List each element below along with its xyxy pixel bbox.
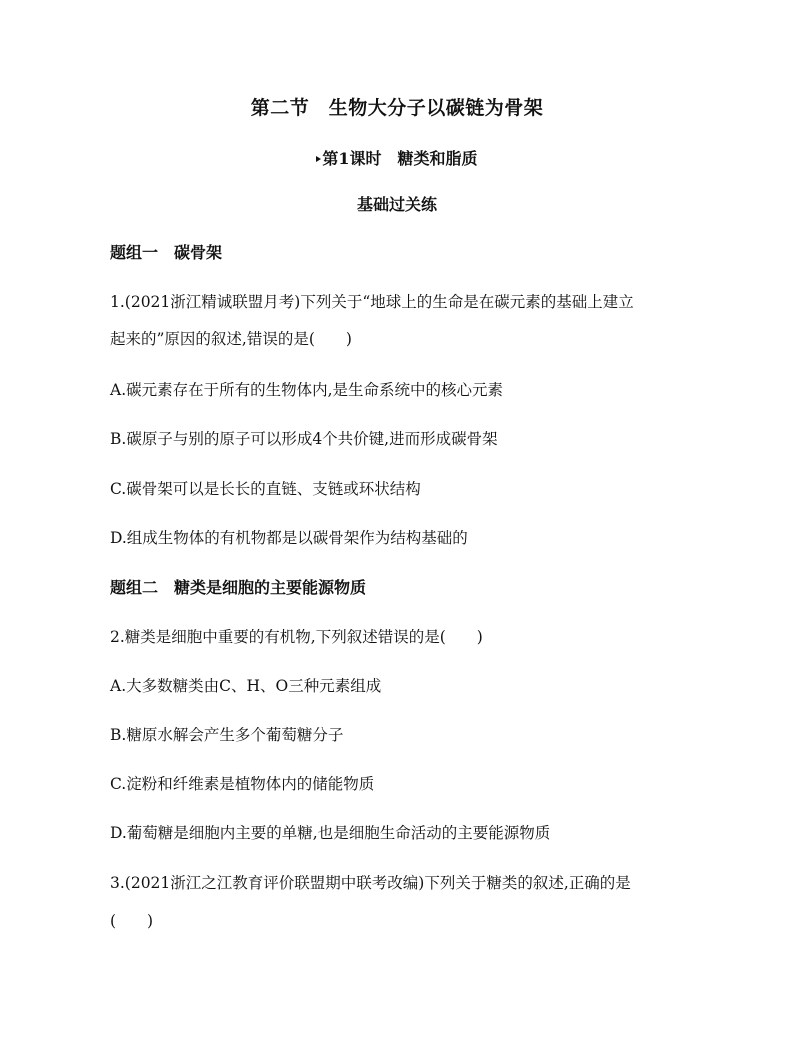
question-stem-line: ( ) bbox=[110, 912, 154, 930]
page-title: 第二节 生物大分子以碳链为骨架 bbox=[250, 97, 544, 119]
question-stem-line: 2.糖类是细胞中重要的有机物,下列叙述错误的是( ) bbox=[110, 628, 483, 646]
option-b: B.碳原子与别的原子可以形成4个共价键,进而形成碳骨架 bbox=[110, 430, 498, 448]
question-stem-line: 3.(2021浙江之江教育评价联盟期中联考改编)下列关于糖类的叙述,正确的是 bbox=[110, 874, 631, 892]
question-stem-line: 1.(2021浙江精诚联盟月考)下列关于“地球上的生命是在碳元素的基础上建立 bbox=[110, 293, 634, 311]
option-a: A.大多数糖类由C、H、O三种元素组成 bbox=[110, 677, 382, 695]
lesson-subtitle bbox=[0, 146, 794, 170]
section-heading: 基础过关练 bbox=[356, 195, 437, 214]
option-c: C.碳骨架可以是长长的直链、支链或环状结构 bbox=[110, 480, 421, 498]
option-a: A.碳元素存在于所有的生物体内,是生命系统中的核心元素 bbox=[110, 381, 504, 399]
triangle-marker-icon bbox=[316, 156, 321, 162]
option-c: C.淀粉和纤维素是植物体内的储能物质 bbox=[110, 775, 375, 793]
option-d: D.组成生物体的有机物都是以碳骨架作为结构基础的 bbox=[110, 529, 468, 547]
lesson-subtitle-text: 第1课时 糖类和脂质 bbox=[322, 149, 478, 168]
group-heading: 题组二 糖类是细胞的主要能源物质 bbox=[110, 578, 367, 597]
question-stem-line: 起来的”原因的叙述,错误的是( ) bbox=[110, 330, 352, 348]
group-heading: 题组一 碳骨架 bbox=[110, 243, 223, 262]
option-b: B.糖原水解会产生多个葡萄糖分子 bbox=[110, 726, 344, 744]
option-d: D.葡萄糖是细胞内主要的单糖,也是细胞生命活动的主要能源物质 bbox=[110, 824, 551, 842]
